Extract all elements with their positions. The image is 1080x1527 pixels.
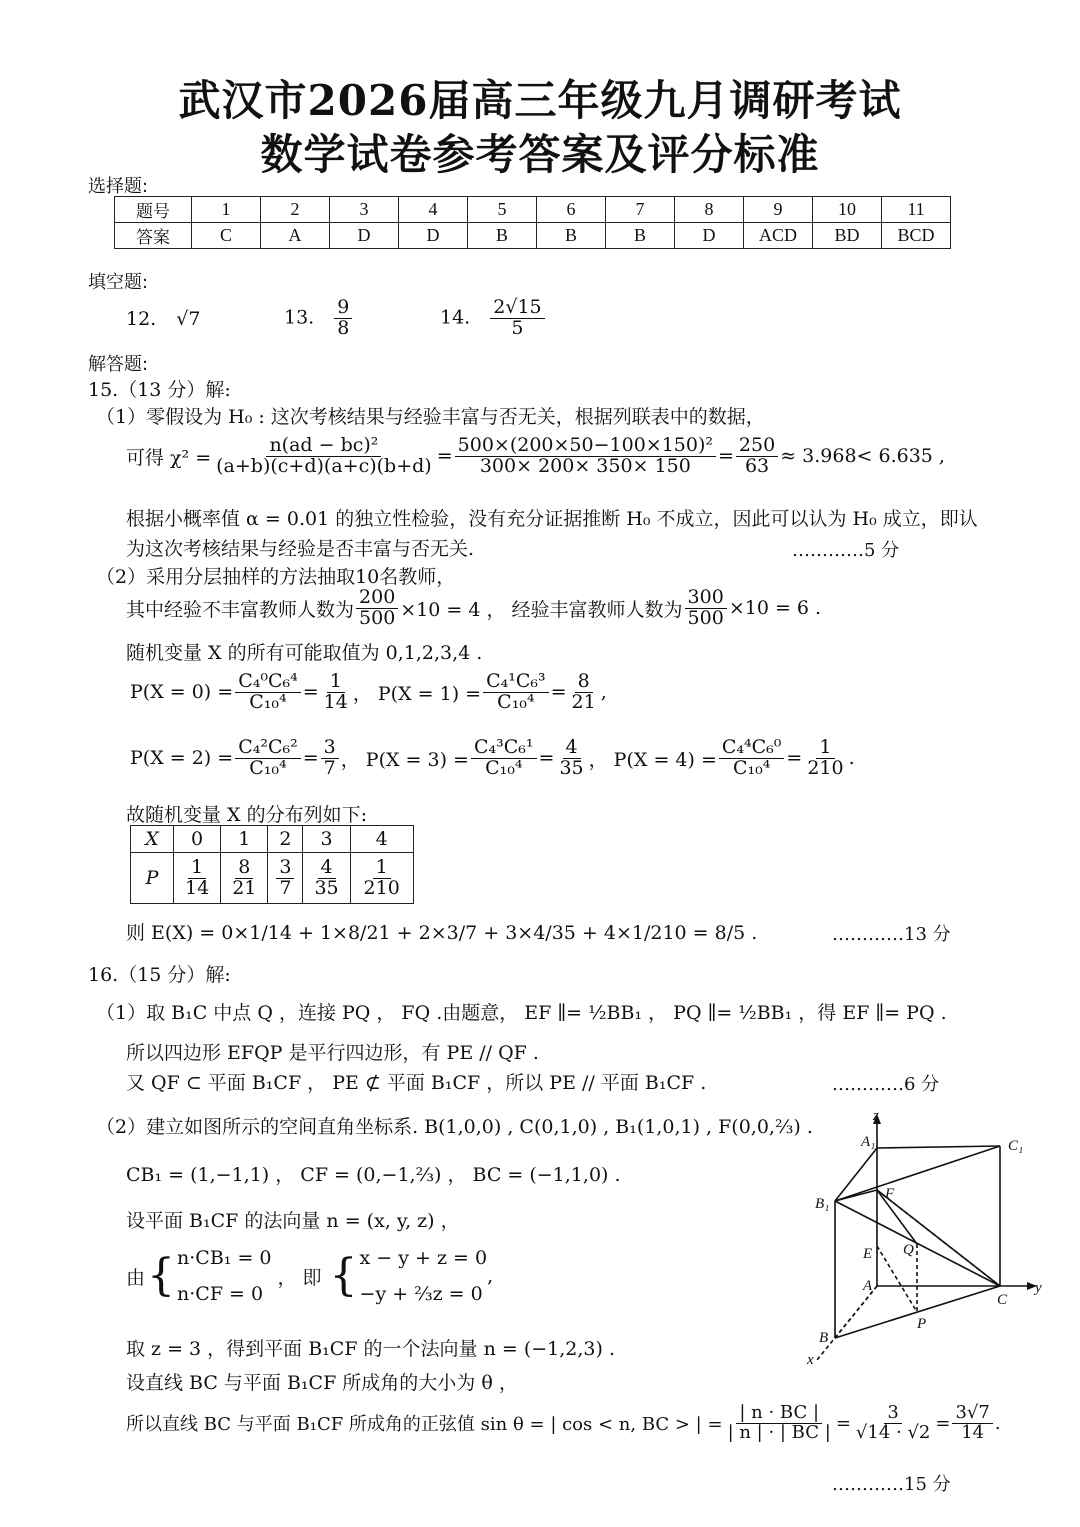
numerator: 4: [318, 858, 336, 879]
q13-number: 13.: [284, 306, 315, 329]
ex-body: 1/14 + 1×8/21 + 2×3/7 + 3×4/35 + 4×1/210 = 8/5 .: [249, 922, 758, 944]
numerator: C₄⁰C₆⁴: [235, 672, 301, 693]
denominator: 14: [323, 690, 348, 713]
header-answer: 答案: [115, 223, 192, 249]
chi-result: [736, 436, 778, 477]
answer-cell: D: [330, 223, 399, 249]
numerator: n(ad − bc)²: [266, 436, 381, 457]
denominator: 210: [363, 876, 400, 899]
p1-combo: [483, 672, 549, 713]
p4-prefix: ， P(X = 4) =: [588, 748, 717, 771]
p2-value: [321, 738, 339, 779]
text: 其中经验不丰富教师人数为: [126, 598, 355, 621]
label-x: x: [807, 1352, 814, 1368]
dist-cell: [174, 853, 221, 904]
q16-line-4: （2）建立如图所示的空间直角坐标系. B(1,0,0) , C(0,1,0) , B₁(1,0,1) , F(0,0,⅔) .: [96, 1116, 813, 1138]
numerator: 4: [563, 738, 581, 759]
sys-prefix: 由: [126, 1266, 146, 1289]
q13-fraction: [334, 298, 352, 339]
fraction: [685, 588, 727, 629]
p4-value: [804, 738, 846, 779]
answer-cell: D: [399, 223, 468, 249]
q-number: 7: [606, 197, 675, 223]
numerator: C₄²C₆²: [235, 738, 301, 759]
numerator: 3: [884, 1404, 901, 1424]
q15-line-1: （1）零假设为 H₀ : 这次考核结果与经验丰富与否无关，根据列联表中的数据，: [96, 406, 765, 428]
denominator: √14 · √2: [855, 1421, 931, 1443]
q-number: 9: [744, 197, 813, 223]
p2-prefix: P(X = 2) =: [130, 747, 234, 770]
p1-prefix: ， P(X = 1) =: [352, 682, 482, 705]
q-number: 1: [192, 197, 261, 223]
answer-cell: ACD: [744, 223, 813, 249]
dist-cell: 0: [174, 826, 221, 853]
q16-system: 由 { n·CB₁ = 0 n·CF = 0 ， 即 { x − y + z = 0 −y + ⅔z = 0 ,: [126, 1240, 493, 1312]
prism-figure: [805, 1108, 1045, 1368]
q14-number: 14.: [440, 306, 471, 329]
p3-value: [556, 738, 586, 779]
label-c1: C₁: [1008, 1138, 1024, 1154]
label-p: P: [917, 1316, 927, 1332]
fill-14: [440, 298, 547, 339]
q14-fraction: [490, 298, 544, 339]
q16-line-2: 所以四边形 EFQP 是平行四边形，有 PE // QF .: [126, 1042, 539, 1064]
answer-cell: D: [675, 223, 744, 249]
q15-line-6: [126, 588, 821, 629]
denominator: 14: [185, 876, 210, 899]
denominator: 500: [359, 606, 396, 629]
edge-b1c1: [835, 1146, 1000, 1201]
prob-row-2: P(X = 2) = $\frac{\text{C₄²C₆²}}{\text{C₁₀⁴}}$ = $\frac{3}{7}$ ， P(X = 3) = $\frac{\text{C₄³C₆¹}}{\text{C₁₀⁴}}$ = $\frac{4}{35}$ ， P(X = 4) = $\frac{\text{C₄⁴C₆⁰}}{\text{C₁₀⁴}}$ = $\frac{1}{210}$ .: [130, 736, 855, 779]
q16-line-1: （1）取 B₁C 中点 Q ，连接 PQ ， FQ .由题意， EF ∥= ½BB₁ ， PQ ∥= ½BB₁ ，得 EF ∥= PQ .: [96, 1002, 947, 1024]
answer-cell: C: [192, 223, 261, 249]
denominator: 5: [511, 316, 524, 339]
answer-cell: B: [537, 223, 606, 249]
q16-line-6: 设平面 B₁CF 的法向量 n = (x, y, z) ，: [126, 1210, 460, 1232]
denominator: 7: [323, 756, 336, 779]
solve-label: 解答题:: [88, 354, 149, 375]
denominator: 7: [279, 876, 292, 899]
p1-value: [569, 672, 599, 713]
p2-combo: [235, 738, 301, 779]
dist-cell: 4: [350, 826, 413, 853]
q15-expectation: [126, 918, 757, 945]
denominator: C₁₀⁴: [249, 756, 287, 779]
dist-row-p: [131, 853, 414, 904]
dist-cell: 1: [221, 826, 268, 853]
denominator: 210: [807, 756, 844, 779]
label-c: C: [997, 1292, 1008, 1308]
numerator: 3: [276, 858, 294, 879]
title-line-2: 数学试卷参考答案及评分标准: [260, 130, 820, 179]
q-number: 4: [399, 197, 468, 223]
edge-b1a1: [835, 1148, 877, 1201]
label-b1: B₁: [815, 1196, 830, 1212]
answer-cell: B: [606, 223, 675, 249]
score-13: …………13 分: [832, 924, 951, 945]
dist-cell: [268, 853, 303, 904]
denominator: 500: [687, 606, 724, 629]
numerator: 250: [736, 436, 778, 457]
label-q: Q: [903, 1242, 914, 1258]
p0-value: [321, 672, 351, 713]
answer-table: [114, 196, 951, 249]
numerator: C₄¹C₆³: [483, 672, 549, 693]
denominator: 14: [961, 1421, 985, 1443]
q12-number: 12.: [126, 308, 157, 330]
label-f: F: [885, 1186, 895, 1202]
numerator: 300: [685, 588, 727, 609]
sine-values: [853, 1404, 933, 1443]
numerator: | n · BC |: [736, 1404, 822, 1424]
text: ×10 = 6 .: [728, 597, 822, 620]
q-number: 2: [261, 197, 330, 223]
q-number: 10: [813, 197, 882, 223]
p3-combo: [471, 738, 537, 779]
q-number: 8: [675, 197, 744, 223]
numerator: 3√7: [952, 1404, 992, 1424]
q15-line-7: 随机变量 X 的所有可能取值为 0,1,2,3,4 .: [126, 642, 483, 664]
score-6: …………6 分: [832, 1074, 940, 1095]
answer-cell: B: [468, 223, 537, 249]
edge-b1f: [835, 1190, 877, 1201]
denominator: 300× 200× 350× 150: [479, 454, 691, 477]
p4-combo: [719, 738, 785, 779]
sine-result: [952, 1404, 992, 1443]
title-line-1: 武汉市2026届高三年级九月调研考试: [178, 76, 902, 125]
denominator: C₁₀⁴: [485, 756, 523, 779]
dist-cell: [303, 853, 350, 904]
numerator: 1: [327, 672, 345, 693]
numerator: C₄³C₆¹: [471, 738, 537, 759]
label-e: E: [863, 1246, 873, 1262]
p3-prefix: ， P(X = 3) =: [340, 748, 469, 771]
chi-formula: [213, 436, 435, 477]
q-number: 3: [330, 197, 399, 223]
eq: −y + ⅔z = 0: [359, 1283, 483, 1306]
denominator: C₁₀⁴: [732, 756, 771, 779]
q15-heading: 15.（13 分）解:: [88, 379, 231, 401]
score-15: …………15 分: [832, 1474, 951, 1495]
numerator: 500×(200×50−100×150)²: [455, 436, 716, 457]
q15-chi-square: 可得 χ² = $\frac{\text{n(ad − bc)²}}{(a+b)(c+d)(a+c)(b+d)}$ = $\frac{\text{500×(200×50−100×150)²}}{300\times 200\times 350\times 150}$ = $\frac{250}{63}$ ≈ 3.968< 6.635 ,: [126, 434, 945, 477]
label-y: y: [1035, 1280, 1042, 1296]
q16-line-5: CB₁ = (1,−1,1) ， CF = (0,−1,⅔) ， BC = (−1,1,0) .: [126, 1164, 621, 1186]
system-left: [177, 1240, 271, 1312]
dist-cell: [350, 853, 413, 904]
q16-sine: 所以直线 BC 与平面 B₁CF 所成角的正弦值 sin θ = | cos < n, BC > | = $\frac{| n \cdot BC |}{| n | \cdot | BC |}$ = $\frac{3}{√14 \cdot √2}$ = $\frac{3√7}{14}$ .: [126, 1402, 1001, 1443]
dist-row-x: [131, 826, 414, 853]
ex-prefix: 则 E(X) = 0×: [126, 922, 250, 944]
label-b: B: [819, 1330, 829, 1346]
eq: n·CF = 0: [177, 1283, 264, 1306]
label-z: z: [873, 1108, 879, 1124]
dist-cell: 3: [303, 826, 350, 853]
denominator: 63: [744, 454, 770, 477]
q16-line-7: 取 z = 3 ，得到平面 B₁CF 的一个法向量 n = (−1,2,3) .: [126, 1338, 616, 1360]
fraction: [356, 588, 398, 629]
denominator: | n | · | BC |: [727, 1421, 831, 1443]
answer-cell: BCD: [882, 223, 951, 249]
denominator: 21: [571, 690, 596, 713]
label-a1: A₁: [861, 1134, 876, 1150]
q-number: 11: [882, 197, 951, 223]
q15-line-4: 为这次考核结果与经验是否丰富与否无关.: [126, 538, 475, 560]
distribution-table: [130, 825, 414, 904]
chi-prefix: 可得 χ² =: [126, 446, 212, 469]
denominator: 8: [337, 316, 350, 339]
sine-formula: [725, 1404, 834, 1443]
dist-cell: X: [131, 826, 174, 853]
numerator: 8: [235, 858, 253, 879]
answer-table-row-numbers: [115, 197, 951, 223]
choice-label: 选择题:: [88, 176, 149, 197]
numerator: C₄⁴C₆⁰: [719, 738, 785, 759]
sine-prefix: 所以直线 BC 与平面 B₁CF 所成角的正弦值 sin θ = | cos < n, BC > | =: [126, 1414, 723, 1436]
prob-row-1: P(X = 0) = $\frac{\text{C₄⁰C₆⁴}}{\text{C₁₀⁴}}$ = $\frac{1}{14}$ ， P(X = 1) = $\frac{\text{C₄¹C₆³}}{\text{C₁₀⁴}}$ = $\frac{8}{21}$ ,: [130, 670, 607, 713]
fill-label: 填空题:: [88, 272, 149, 293]
answer-cell: A: [261, 223, 330, 249]
q15-line-3: 根据小概率值 α = 0.01 的独立性检验，没有充分证据推断 H₀ 不成立，因此可以认为 H₀ 成立，即认: [126, 508, 978, 530]
header-question: 题号: [115, 197, 192, 223]
system-right: [360, 1240, 488, 1312]
eq: x − y + z = 0: [359, 1247, 488, 1269]
fill-12: [126, 308, 200, 330]
eq: n·CB₁ = 0: [177, 1247, 272, 1269]
numerator: 1: [373, 858, 391, 879]
denominator: C₁₀⁴: [497, 690, 535, 713]
numerator: 1: [816, 738, 834, 759]
numerator: 9: [334, 298, 352, 319]
edge-a1c1: [877, 1146, 1000, 1148]
numerator: 8: [575, 672, 593, 693]
numerator: 1: [188, 858, 206, 879]
denominator: 35: [314, 876, 339, 899]
q15-line-8: 故随机变量 X 的分布列如下:: [126, 804, 368, 826]
dist-cell: P: [131, 853, 174, 904]
q-number: 6: [537, 197, 606, 223]
dist-cell: 2: [268, 826, 303, 853]
q16-line-3: 又 QF ⊂ 平面 B₁CF ， PE ⊄ 平面 B₁CF ，所以 PE // 平面 B₁CF .: [126, 1072, 707, 1094]
sys-mid: ， 即: [277, 1266, 322, 1289]
q16-line-8: 设直线 BC 与平面 B₁CF 所成角的大小为 θ ，: [126, 1372, 518, 1394]
score-5: …………5 分: [792, 540, 900, 561]
chi-post: ≈ 3.968< 6.635 ,: [780, 445, 945, 468]
numerator: 200: [356, 588, 398, 609]
p0-prefix: P(X = 0) =: [130, 681, 234, 704]
numerator: 3: [321, 738, 339, 759]
denominator: 21: [232, 876, 257, 899]
p0-combo: [235, 672, 301, 713]
answer-table-row-answers: [115, 223, 951, 249]
q12-answer: √7: [176, 308, 201, 330]
q15-line-5: （2）采用分层抽样的方法抽取10名教师，: [96, 566, 456, 588]
text: ×10 = 4 ， 经验丰富教师人数为: [400, 598, 683, 621]
answer-cell: BD: [813, 223, 882, 249]
chi-values: [455, 436, 716, 477]
fill-13: [284, 298, 354, 339]
denominator: 35: [559, 756, 584, 779]
denominator: (a+b)(c+d)(a+c)(b+d): [216, 454, 432, 477]
dist-cell: [221, 853, 268, 904]
numerator: 2√15: [490, 298, 544, 319]
q-number: 5: [468, 197, 537, 223]
label-a: A: [863, 1278, 873, 1294]
q16-heading: 16.（15 分）解:: [88, 964, 231, 986]
denominator: C₁₀⁴: [249, 690, 287, 713]
